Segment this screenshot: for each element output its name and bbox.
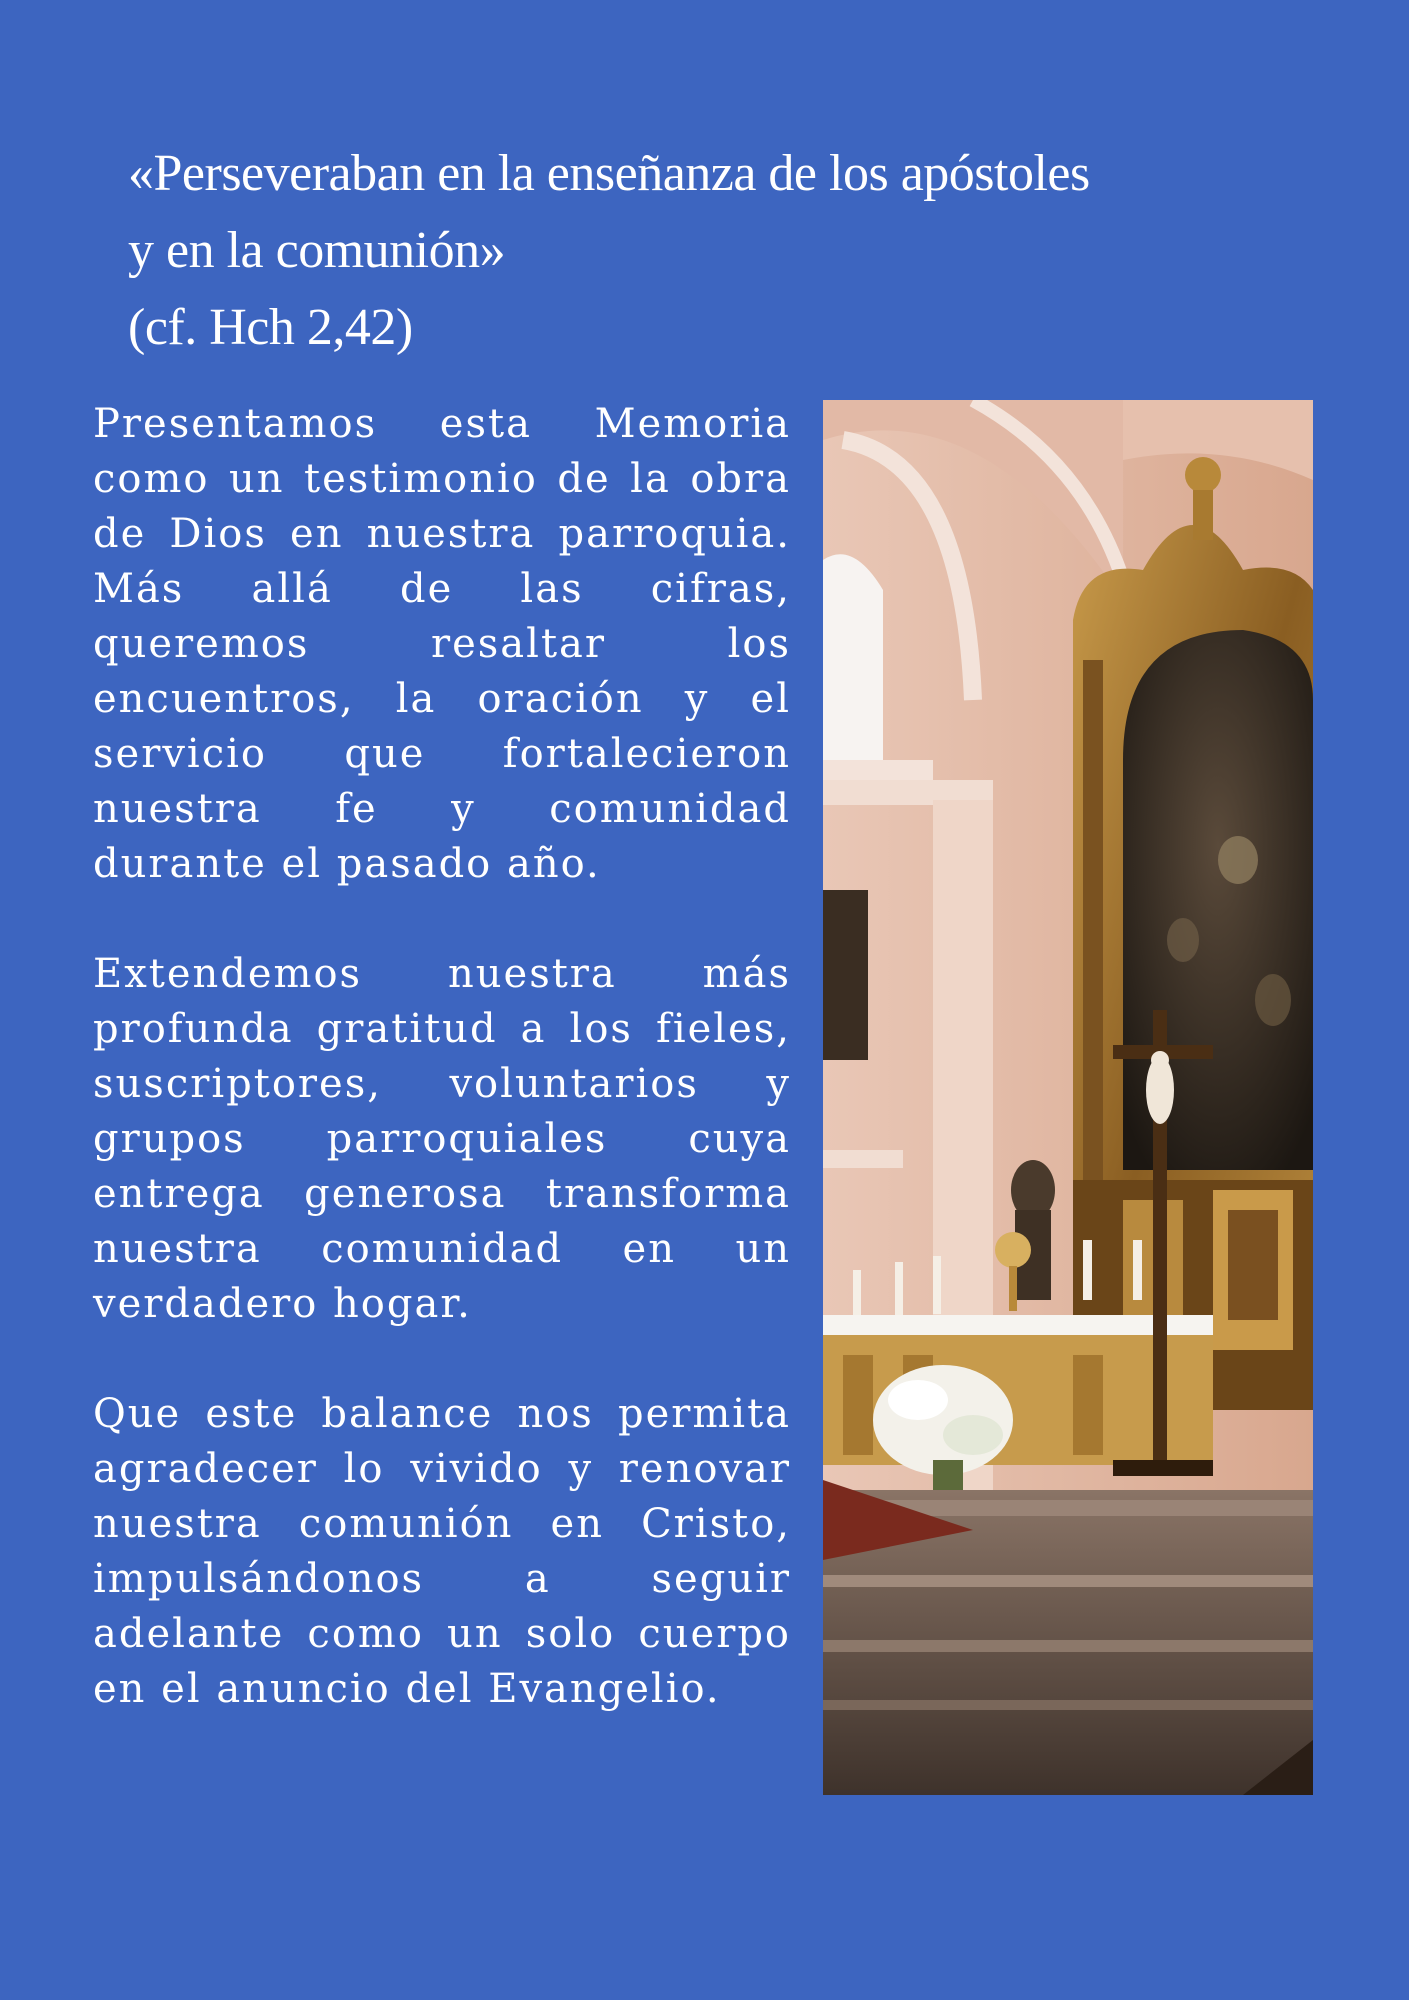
quote-block <box>128 135 1328 366</box>
quote-line-1: «Perseveraban en la enseñanza de los apóstoles <box>128 145 1090 202</box>
paragraph-gratitude: Extendemos nuestra más profunda gratitud a los fieles, suscriptores, voluntarios y grupos parroquiales cuya entrega generosa transforma nuestra comunidad en un verdadero hogar. <box>93 951 791 1327</box>
church-altar-photo <box>823 400 1313 1795</box>
paragraph-closing: Que este balance nos permita agradecer lo vivido y renovar nuestra comunión en Cristo, impulsándonos a seguir adelante como un solo cuerpo en el anuncio del Evangelio. <box>93 1391 791 1712</box>
body-text <box>93 397 791 1772</box>
paragraph-intro: Presentamos esta Memoria como un testimonio de la obra de Dios en nuestra parroquia. Más allá de las cifras, queremos resaltar los encuentros, la oración y el servicio que fortalecieron nuestra fe y comunidad durante el pasado año. <box>93 401 791 887</box>
quote-reference: (cf. Hch 2,42) <box>128 299 413 356</box>
quote-line-2: y en la comunión» <box>128 222 506 279</box>
church-altar-illustration <box>823 400 1313 1795</box>
